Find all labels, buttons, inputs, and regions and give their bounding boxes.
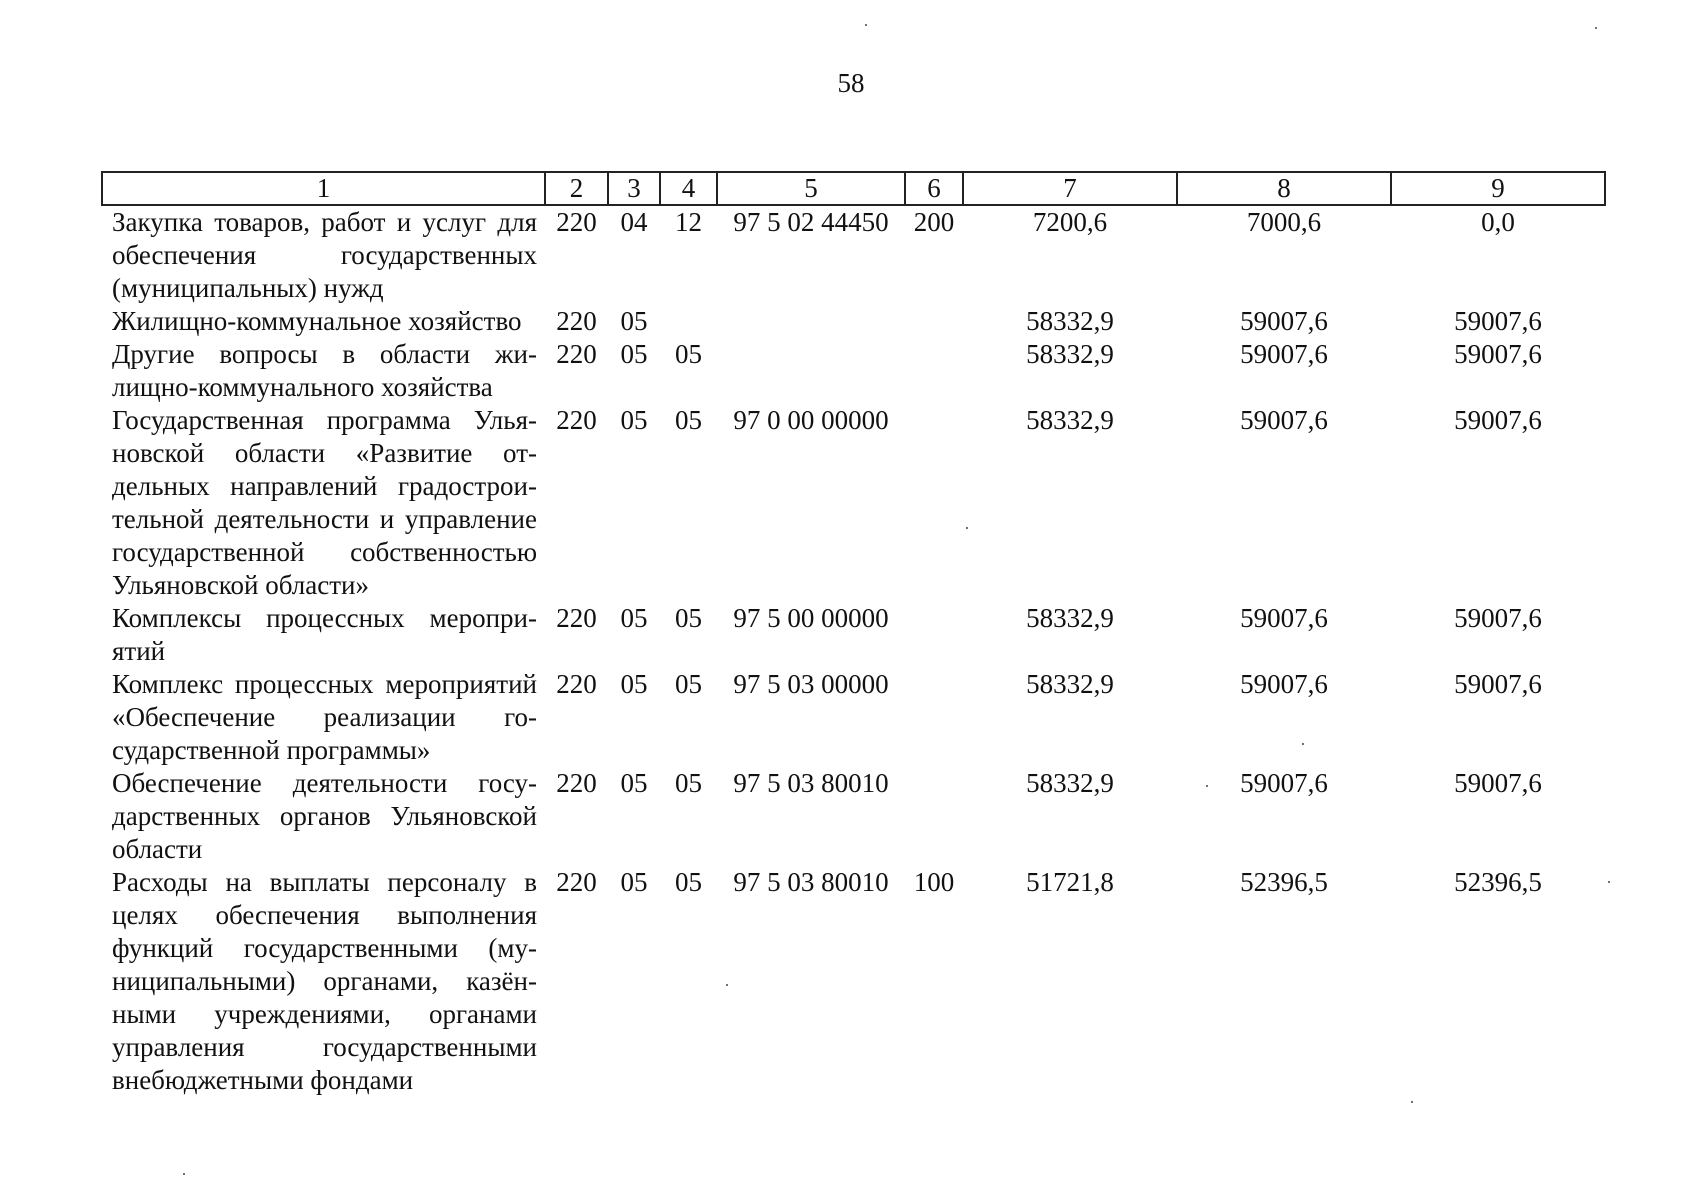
header-row xyxy=(102,172,1605,205)
cell-amount-7: 58332,9 xyxy=(1026,603,1114,633)
cell-amount-7: 58332,9 xyxy=(1026,405,1114,435)
cell-amount-8: 59007,6 xyxy=(1240,306,1328,336)
table-row xyxy=(102,767,1605,866)
cell-admin-code: 220 xyxy=(556,339,597,369)
header-cell: 6 xyxy=(905,172,963,205)
cell-subsection: 05 xyxy=(675,768,702,798)
cell-expense-type xyxy=(905,404,963,602)
cell-target-code: 97 5 03 80010 xyxy=(733,768,889,798)
cell-admin-code: 220 xyxy=(556,603,597,633)
cell-admin-code: 220 xyxy=(556,207,597,237)
cell-amount-8: 7000,6 xyxy=(1246,207,1322,237)
cell-section: 05 xyxy=(620,867,648,897)
cell-subsection xyxy=(660,305,717,338)
cell-section: 05 xyxy=(620,339,648,369)
header-cell: 2 xyxy=(545,172,608,205)
cell-amount-8: 59007,6 xyxy=(1240,339,1328,369)
cell-expense-type xyxy=(905,668,963,767)
cell-amount-8: 59007,6 xyxy=(1240,405,1328,435)
cell-section: 05 xyxy=(620,306,648,336)
cell-admin-code: 220 xyxy=(556,405,597,435)
cell-section: 05 xyxy=(620,669,648,699)
scan-speck xyxy=(183,1173,185,1175)
row-name: Комплексы процессных мероприятий xyxy=(112,603,537,666)
cell-amount-7: 58332,9 xyxy=(1026,306,1114,336)
cell-admin-code: 220 xyxy=(556,867,597,897)
cell-subsection: 05 xyxy=(675,405,702,435)
row-name: Комплекс процессных мероприятий «Обеспечение реализации государственной программы» xyxy=(112,669,537,765)
cell-amount-9: 59007,6 xyxy=(1454,405,1542,435)
header-cell: 7 xyxy=(963,172,1177,205)
row-name: Государственная программа Ульяновской области «Развитие отдельных направлений градостроительной деятельности и управление государственной собственностью Ульяновской области» xyxy=(112,405,537,600)
table-row xyxy=(102,404,1605,602)
cell-expense-type: 100 xyxy=(913,867,955,897)
cell-admin-code: 220 xyxy=(556,306,597,336)
cell-subsection: 05 xyxy=(675,867,702,897)
budget-table xyxy=(101,171,1606,1097)
cell-amount-7: 58332,9 xyxy=(1026,669,1114,699)
row-name: Расходы на выплаты персоналу в целях обеспечения выполнения функций государственными (муниципальными) органами, казёнными учреждениями, органами управления государственными внебюджетными фондами xyxy=(112,867,537,1095)
cell-amount-7: 7200,6 xyxy=(1032,207,1108,237)
cell-amount-9: 52396,5 xyxy=(1454,867,1542,897)
scan-speck xyxy=(1608,881,1610,883)
header-cell: 4 xyxy=(660,172,717,205)
cell-amount-7: 58332,9 xyxy=(1026,339,1114,369)
scan-speck xyxy=(865,24,867,26)
header-cell: 1 xyxy=(102,172,545,205)
cell-expense-type xyxy=(905,767,963,866)
cell-target-code: 97 5 02 44450 xyxy=(733,207,889,237)
cell-section: 05 xyxy=(620,603,648,633)
cell-section: 04 xyxy=(620,207,648,237)
header-cell: 3 xyxy=(608,172,660,205)
cell-target-code: 97 5 00 00000 xyxy=(733,603,889,633)
cell-section: 05 xyxy=(620,405,648,435)
cell-target-code xyxy=(717,338,905,404)
cell-amount-8: 52396,5 xyxy=(1240,867,1328,897)
cell-expense-type xyxy=(905,338,963,404)
header-cell: 5 xyxy=(717,172,905,205)
cell-target-code: 97 5 03 00000 xyxy=(733,669,889,699)
scan-speck xyxy=(1595,27,1597,29)
table-row xyxy=(102,866,1605,1097)
cell-section: 05 xyxy=(620,768,648,798)
cell-amount-8: 59007,6 xyxy=(1240,603,1328,633)
cell-admin-code: 220 xyxy=(556,669,597,699)
table-row xyxy=(102,602,1605,668)
row-name: Другие вопросы в области жилищно-коммунального хозяйства xyxy=(112,339,537,402)
cell-admin-code: 220 xyxy=(556,768,597,798)
cell-amount-8: 59007,6 xyxy=(1240,669,1328,699)
cell-amount-8: 59007,6 xyxy=(1240,768,1328,798)
table-row xyxy=(102,305,1605,338)
cell-target-code: 97 5 03 80010 xyxy=(733,867,889,897)
row-name: Жилищно-коммунальное хозяйство xyxy=(112,306,522,336)
table-row xyxy=(102,668,1605,767)
cell-amount-9: 59007,6 xyxy=(1454,603,1542,633)
row-name: Обеспечение деятельности государственных органов Ульяновской области xyxy=(112,768,537,864)
cell-subsection: 05 xyxy=(675,339,702,369)
table-row xyxy=(102,338,1605,404)
cell-expense-type xyxy=(905,305,963,338)
cell-amount-9: 59007,6 xyxy=(1454,669,1542,699)
cell-subsection: 12 xyxy=(675,207,702,237)
header-cell: 8 xyxy=(1177,172,1391,205)
cell-target-code: 97 0 00 00000 xyxy=(733,405,889,435)
cell-amount-9: 59007,6 xyxy=(1454,306,1542,336)
cell-amount-9: 59007,6 xyxy=(1454,339,1542,369)
cell-amount-7: 58332,9 xyxy=(1026,768,1114,798)
row-name: Закупка товаров, работ и услуг для обеспечения государственных (муниципальных) нужд xyxy=(112,207,537,303)
cell-subsection: 05 xyxy=(675,669,702,699)
header-cell: 9 xyxy=(1391,172,1605,205)
cell-amount-9: 59007,6 xyxy=(1454,768,1542,798)
scan-speck xyxy=(1411,1101,1413,1103)
cell-amount-9: 0,0 xyxy=(1481,207,1515,237)
cell-expense-type: 200 xyxy=(913,207,955,237)
cell-amount-7: 51721,8 xyxy=(1026,867,1114,897)
cell-target-code xyxy=(717,305,905,338)
table-row xyxy=(102,205,1605,305)
page-number: 58 xyxy=(837,68,865,98)
cell-expense-type xyxy=(905,602,963,668)
cell-subsection: 05 xyxy=(675,603,702,633)
